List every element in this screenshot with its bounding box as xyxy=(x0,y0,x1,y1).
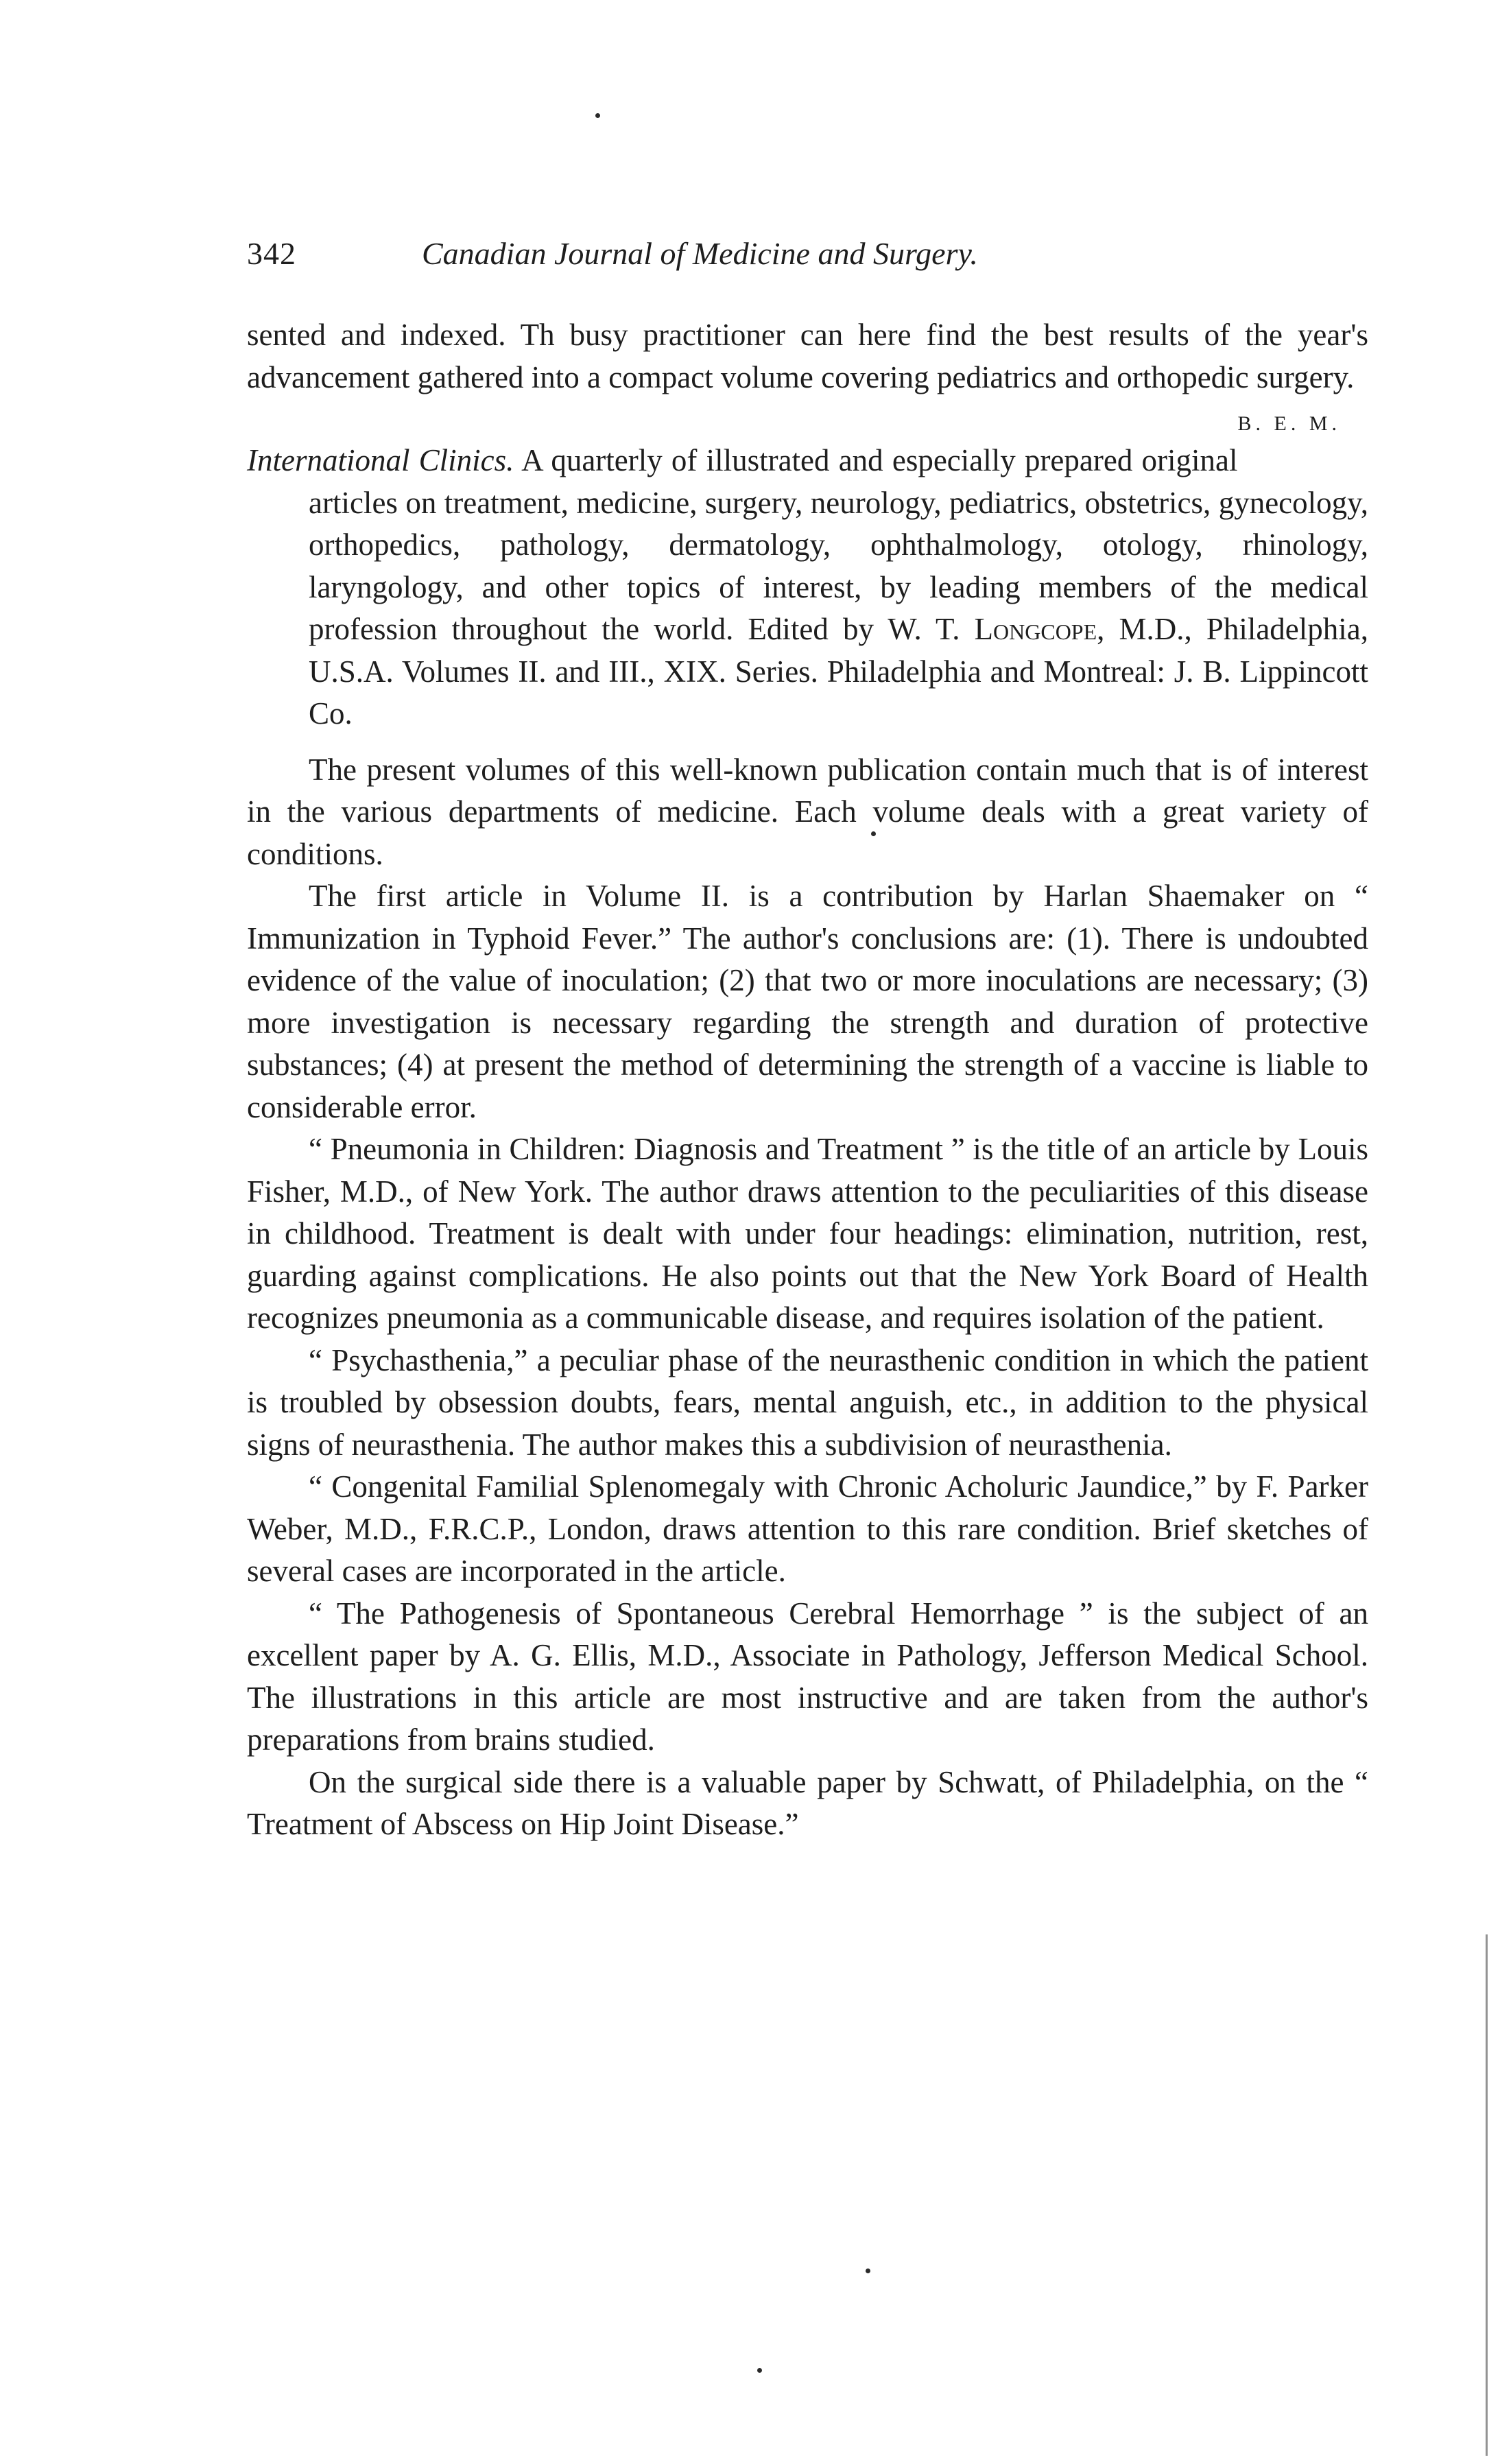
body-paragraph: The present volumes of this well-known publication contain much that is of interest in the various departments of medicine. Each volume deals with a great variety of conditions. xyxy=(247,752,1368,871)
book-entry xyxy=(247,440,1368,735)
body-paragraph: “ Psychasthenia,” a peculiar phase of the neurasthenic condition in which the patient is troubled by obsession doubts, fears, mental anguish, etc., in addition to the physical signs of neurasthenia. The author makes this a subdivision of neurasthenia. xyxy=(247,1342,1368,1462)
book-title: International Clinics. xyxy=(247,443,514,477)
scan-speck xyxy=(871,831,876,836)
running-title: Canadian Journal of Medicine and Surgery. xyxy=(422,236,978,271)
review-continuation xyxy=(247,314,1368,435)
scan-speck xyxy=(757,2368,762,2373)
reviewer-initials: B. E. M. xyxy=(1237,412,1341,435)
review-continuation-text: sented and indexed. Th busy practitioner can here find the best results of the year's advancement gathered into a compact volume covering pediatrics and orthopedic surgery. xyxy=(247,318,1368,394)
body-paragraph: The first article in Volume II. is a contribution by Harlan Shaemaker on “ Immunization in Typhoid Fever.” The author's conclusions are: (1). There is undoubted evidence of the value of inoculation; (2) that two or more inoculations are necessary; (3) more investigation is necessary regarding the strength and duration of protective substances; (4) at present the method of determining the strength of a vaccine is liable to considerable error. xyxy=(247,879,1368,1124)
page-header xyxy=(247,233,1368,274)
editor-name: Longcope xyxy=(974,612,1097,646)
body-paragraph: “ The Pathogenesis of Spontaneous Cerebral Hemorrhage ” is the subject of an excellent paper by A. G. Ellis, M.D., Associate in Pathology, Jefferson Medical School. The illustrations in this article are most instructive and are taken from the author's preparations from brains studied. xyxy=(247,1596,1368,1757)
book-publication-details: , M.D., Philadelphia, U.S.A. Volumes II. and III., XIX. Series. Philadelphia and Montreal: J. B. Lippincott Co. xyxy=(309,612,1369,731)
journal-page xyxy=(247,233,1368,1846)
scan-speck xyxy=(595,113,600,118)
scan-speck xyxy=(866,2268,870,2273)
book-description: A quarterly of illustrated and especially prepared original articles on treatment, medicine, surgery, neurology, pediatrics, obstetrics, gynecology, orthopedics, pathology, dermatology, ophthalmology, otology, rhinology, laryngology, and other topics of interest, by leading members of the medical profession throughout the world. Edited by W. T. xyxy=(309,443,1368,646)
body-paragraph: On the surgical side there is a valuable paper by Schwatt, of Philadelphia, on the “ Treatment of Abscess on Hip Joint Disease.” xyxy=(247,1764,1368,1841)
body-paragraph: “ Pneumonia in Children: Diagnosis and Treatment ” is the title of an article by Louis Fisher, M.D., of New York. The author draws attention to the peculiarities of this disease in childhood. Treatment is dealt with under four headings: elimination, nutrition, rest, guarding against complications. He also points out that the New York Board of Health recognizes pneumonia as a communicable disease, and requires isolation of the patient. xyxy=(247,1132,1368,1335)
page-number: 342 xyxy=(247,236,296,271)
scan-edge-line xyxy=(1486,1934,1488,2456)
body-paragraph: “ Congenital Familial Splenomegaly with Chronic Acholuric Jaundice,” by F. Parker Weber, M.D., F.R.C.P., London, draws attention to this rare condition. Brief sketches of several cases are incorporated in the article. xyxy=(247,1469,1368,1588)
